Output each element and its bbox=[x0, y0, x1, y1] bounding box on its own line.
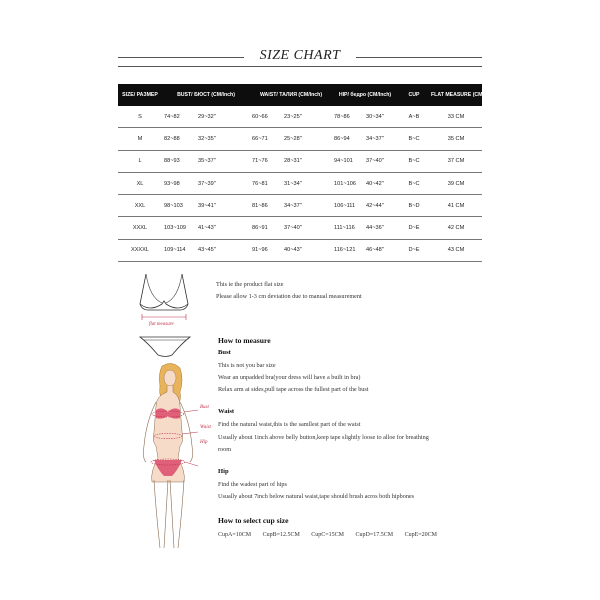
cell-waist-inch: 25~28" bbox=[282, 128, 332, 150]
cell-hip-cm: 94~101 bbox=[332, 150, 364, 172]
header-cup: CUP bbox=[398, 84, 430, 106]
cell-hip-inch: 42~44" bbox=[364, 195, 398, 217]
cup-size-heading: How to select cup size bbox=[218, 516, 289, 525]
cell-waist-cm: 86~91 bbox=[250, 217, 282, 239]
panty-drawing bbox=[138, 333, 192, 359]
cell-flat-measure: 37 CM bbox=[430, 150, 482, 172]
cell-bust-inch: 43~45" bbox=[196, 239, 250, 261]
waist-instruction: Find the natural waist,this is the samllest part of the waist bbox=[218, 421, 361, 428]
header-size: SIZE/ РАЗМЕР bbox=[118, 84, 162, 106]
cell-bust-cm: 82~88 bbox=[162, 128, 196, 150]
cell-size: XXL bbox=[118, 195, 162, 217]
cell-waist-inch: 28~31" bbox=[282, 150, 332, 172]
cell-bust-cm: 88~93 bbox=[162, 150, 196, 172]
cell-hip-cm: 78~86 bbox=[332, 106, 364, 128]
cup-size-item: CupB=12.5CM bbox=[262, 532, 300, 538]
cell-cup: D~E bbox=[398, 217, 430, 239]
bust-instruction: This is not you bar size bbox=[218, 362, 276, 369]
cell-flat-measure: 33 CM bbox=[430, 106, 482, 128]
cell-size: L bbox=[118, 150, 162, 172]
size-chart-title-block bbox=[118, 46, 482, 68]
cell-waist-inch: 34~37" bbox=[282, 195, 332, 217]
flat-measure-label: flat measure bbox=[149, 322, 174, 327]
cell-hip-cm: 86~94 bbox=[332, 128, 364, 150]
cell-bust-inch: 35~37" bbox=[196, 150, 250, 172]
bra-flat-drawing bbox=[136, 270, 192, 322]
cell-waist-cm: 91~96 bbox=[250, 239, 282, 261]
waist-heading: Waist bbox=[218, 408, 235, 415]
cell-hip-cm: 101~106 bbox=[332, 172, 364, 194]
cell-bust-cm: 74~82 bbox=[162, 106, 196, 128]
table-row bbox=[118, 172, 482, 194]
cell-hip-cm: 106~111 bbox=[332, 195, 364, 217]
bust-instruction: Wear an unpadded bra(your dress will have a built in bra) bbox=[218, 374, 361, 381]
cell-cup: B~C bbox=[398, 128, 430, 150]
cup-size-item: CupE=20CM bbox=[404, 532, 437, 538]
table-row bbox=[118, 239, 482, 261]
cell-waist-inch: 37~40" bbox=[282, 217, 332, 239]
cell-cup: B~C bbox=[398, 172, 430, 194]
page-title: SIZE CHART bbox=[259, 48, 341, 63]
cell-bust-inch: 32~35" bbox=[196, 128, 250, 150]
title-underline bbox=[118, 66, 482, 67]
table-row bbox=[118, 128, 482, 150]
cell-bust-inch: 37~39" bbox=[196, 172, 250, 194]
cup-size-item: CupC=15CM bbox=[311, 532, 345, 538]
cell-flat-measure: 42 CM bbox=[430, 217, 482, 239]
waist-instruction: room bbox=[218, 446, 232, 453]
cell-size: XL bbox=[118, 172, 162, 194]
cell-flat-measure: 41 CM bbox=[430, 195, 482, 217]
cell-hip-inch: 37~40" bbox=[364, 150, 398, 172]
cell-bust-cm: 93~98 bbox=[162, 172, 196, 194]
table-row bbox=[118, 106, 482, 128]
waist-instruction: Usually about 1inch above belly button,keep tape slightly loose to alloe for breathing bbox=[218, 434, 429, 441]
cell-bust-cm: 109~114 bbox=[162, 239, 196, 261]
flat-size-note: This ie the product flat size bbox=[216, 281, 284, 288]
cell-hip-cm: 116~121 bbox=[332, 239, 364, 261]
cup-size-item: CupD=17.5CM bbox=[355, 532, 394, 538]
table-row bbox=[118, 150, 482, 172]
figure-label-hip: Hip bbox=[200, 440, 208, 445]
figure-label-bust: Bust bbox=[200, 405, 209, 410]
header-hip: HIP/ бедро (CM/Inch) bbox=[332, 84, 398, 106]
header-waist: WAIST/ ТАЛИЯ (CM/Inch) bbox=[250, 84, 332, 106]
cup-size-list bbox=[218, 532, 447, 538]
cell-cup: D~E bbox=[398, 239, 430, 261]
cup-size-item: CupA=10CM bbox=[218, 532, 252, 538]
cell-bust-inch: 39~41" bbox=[196, 195, 250, 217]
cell-cup: B~C bbox=[398, 150, 430, 172]
cell-bust-cm: 103~109 bbox=[162, 217, 196, 239]
cell-hip-inch: 34~37" bbox=[364, 128, 398, 150]
size-table bbox=[118, 84, 485, 262]
cell-waist-cm: 71~76 bbox=[250, 150, 282, 172]
cell-hip-inch: 46~48" bbox=[364, 239, 398, 261]
bust-instruction: Relax arm at sides,pull tape across the fullest part of the bust bbox=[218, 386, 369, 393]
figure-label-waist: Waist bbox=[200, 425, 211, 430]
cell-flat-measure: 35 CM bbox=[430, 128, 482, 150]
woman-figure-drawing bbox=[136, 362, 208, 554]
flat-deviation-note: Please allow 1-3 cm deviation due to manual measurement bbox=[216, 293, 362, 300]
cell-bust-inch: 41~43" bbox=[196, 217, 250, 239]
cell-flat-measure: 43 CM bbox=[430, 239, 482, 261]
cell-hip-inch: 44~36" bbox=[364, 217, 398, 239]
table-row bbox=[118, 195, 482, 217]
cell-cup: A~B bbox=[398, 106, 430, 128]
header-bust: BUST/ БЮСТ (CM/Inch) bbox=[162, 84, 250, 106]
cell-bust-inch: 29~32" bbox=[196, 106, 250, 128]
cell-cup: B~D bbox=[398, 195, 430, 217]
cell-hip-inch: 40~42" bbox=[364, 172, 398, 194]
header-flat-measure: FLAT MEASURE (CM) bbox=[430, 84, 482, 106]
cell-waist-cm: 66~71 bbox=[250, 128, 282, 150]
cell-size: XXXXL bbox=[118, 239, 162, 261]
hip-heading: Hip bbox=[218, 468, 229, 475]
cell-hip-inch: 30~34" bbox=[364, 106, 398, 128]
how-to-measure-heading: How to measure bbox=[218, 336, 271, 345]
cell-size: XXXL bbox=[118, 217, 162, 239]
cell-waist-inch: 23~25" bbox=[282, 106, 332, 128]
table-row bbox=[118, 217, 482, 239]
hip-instruction: Usually about 7inch below natural waist,tape should brush acros both hipbones bbox=[218, 493, 415, 500]
cell-bust-cm: 98~103 bbox=[162, 195, 196, 217]
cell-waist-inch: 31~34" bbox=[282, 172, 332, 194]
bust-heading: Bust bbox=[218, 349, 231, 356]
cell-waist-cm: 81~86 bbox=[250, 195, 282, 217]
cell-size: S bbox=[118, 106, 162, 128]
cell-waist-cm: 60~66 bbox=[250, 106, 282, 128]
cell-waist-cm: 76~81 bbox=[250, 172, 282, 194]
cell-size: M bbox=[118, 128, 162, 150]
cell-waist-inch: 40~43" bbox=[282, 239, 332, 261]
cell-flat-measure: 39 CM bbox=[430, 172, 482, 194]
cell-hip-cm: 111~116 bbox=[332, 217, 364, 239]
table-header-row bbox=[118, 84, 482, 106]
hip-instruction: Find the wadest part of hips bbox=[218, 481, 287, 488]
